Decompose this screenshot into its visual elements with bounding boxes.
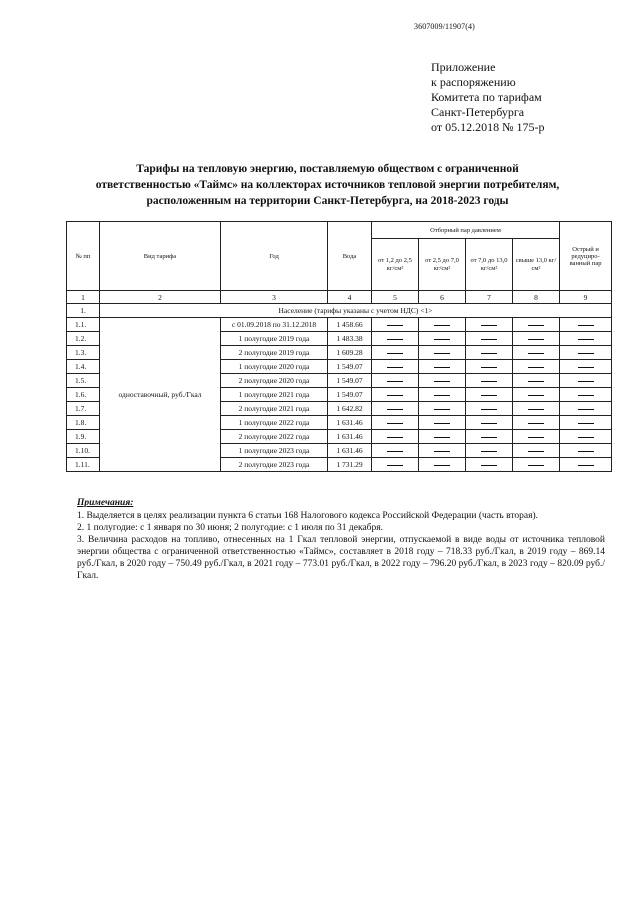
empty-value-cell [466,332,513,346]
row-water-tariff: 1 731.29 [328,458,372,472]
empty-value-cell [419,374,466,388]
dash-mark [434,437,450,438]
dash-mark [481,395,497,396]
dash-mark [528,437,544,438]
row-water-tariff: 1 609.28 [328,346,372,360]
empty-value-cell [419,416,466,430]
column-number: 9 [560,291,612,304]
dash-mark [578,381,594,382]
tariff-type-cell: одноставочный, руб./Гкал [100,318,221,472]
empty-value-cell [513,402,560,416]
dash-mark [578,451,594,452]
header-pressure-1: от 1,2 до 2,5 кг/см² [372,239,419,291]
empty-value-cell [513,388,560,402]
dash-mark [481,409,497,410]
row-num: 1.10. [67,444,100,458]
dash-mark [481,451,497,452]
dash-mark [528,381,544,382]
dash-mark [528,451,544,452]
dash-mark [481,437,497,438]
dash-mark [528,367,544,368]
header-pressure-2: от 2,5 до 7,0 кг/см² [419,239,466,291]
empty-value-cell [372,430,419,444]
document-number: 3607009/11907(4) [414,22,475,31]
empty-value-cell [513,444,560,458]
row-period: 2 полугодие 2021 года [221,402,328,416]
empty-value-cell [560,444,612,458]
dash-mark [434,409,450,410]
empty-value-cell [466,318,513,332]
column-number-row [67,291,612,304]
row-water-tariff: 1 631.46 [328,416,372,430]
dash-mark [434,395,450,396]
empty-value-cell [466,402,513,416]
empty-value-cell [419,402,466,416]
row-period: 2 полугодие 2023 года [221,458,328,472]
notes-block [77,497,605,582]
empty-value-cell [372,318,419,332]
section-label: Население (тарифы указаны с учетом НДС) <1> [100,304,612,318]
row-water-tariff: 1 631.46 [328,444,372,458]
row-num: 1.8. [67,416,100,430]
empty-value-cell [372,444,419,458]
empty-value-cell [560,388,612,402]
header-pressure-4: свыше 13,0 кг/см² [513,239,560,291]
dash-mark [387,409,403,410]
empty-value-cell [419,458,466,472]
dash-mark [578,325,594,326]
empty-value-cell [419,346,466,360]
dash-mark [387,367,403,368]
dash-mark [578,409,594,410]
dash-mark [578,353,594,354]
dash-mark [434,423,450,424]
empty-value-cell [560,346,612,360]
row-num: 1.7. [67,402,100,416]
empty-value-cell [466,388,513,402]
column-number: 2 [100,291,221,304]
row-period: с 01.09.2018 по 31.12.2018 [221,318,328,332]
dash-mark [578,437,594,438]
row-num: 1.3. [67,346,100,360]
row-water-tariff: 1 642.82 [328,402,372,416]
row-water-tariff: 1 549.07 [328,374,372,388]
dash-mark [481,325,497,326]
note-item: 2. 1 полугодие: с 1 января по 30 июня; 2 полугодие: с 1 июля по 31 декабря. [77,523,383,533]
empty-value-cell [372,332,419,346]
tariff-table [66,221,612,472]
empty-value-cell [372,360,419,374]
row-period: 1 полугодие 2023 года [221,444,328,458]
empty-value-cell [560,458,612,472]
row-num: 1.6. [67,388,100,402]
header-water: Вода [328,222,372,291]
row-period: 1 полугодие 2022 года [221,416,328,430]
dash-mark [434,381,450,382]
empty-value-cell [513,458,560,472]
dash-mark [528,339,544,340]
row-num: 1.5. [67,374,100,388]
dash-mark [387,451,403,452]
empty-value-cell [513,318,560,332]
appendix-block [431,60,545,135]
empty-value-cell [560,430,612,444]
dash-mark [481,339,497,340]
column-number: 1 [67,291,100,304]
empty-value-cell [466,374,513,388]
dash-mark [481,367,497,368]
empty-value-cell [372,374,419,388]
page-title [60,161,595,209]
dash-mark [434,353,450,354]
empty-value-cell [560,360,612,374]
dash-mark [434,325,450,326]
appendix-line: к распоряжению [431,75,516,89]
dash-mark [528,409,544,410]
table-row [67,318,612,332]
empty-value-cell [466,346,513,360]
column-number: 4 [328,291,372,304]
dash-mark [578,395,594,396]
row-num: 1.1. [67,318,100,332]
note-item: 3. Величина расходов на топливо, отнесенных на 1 Гкал тепловой энергии, отпускаемой в виде воды от источника тепловой энергии общества с ограниченной ответственностью «Таймс», составляет в 2018 году – 718.33 руб./Гкал, в 2019 году – 869.14 руб./Гкал, в 2020 году – 750.49 руб./Гкал, в 2021 году – 773.01 руб./Гкал, в 2022 году – 796.20 руб./Гкал, в 2023 году – 820.09 руб./Гкал. [77,535,605,581]
empty-value-cell [513,374,560,388]
row-num: 1.2. [67,332,100,346]
dash-mark [434,367,450,368]
empty-value-cell [560,374,612,388]
dash-mark [528,395,544,396]
empty-value-cell [372,402,419,416]
row-water-tariff: 1 631.46 [328,430,372,444]
section-num: 1. [67,304,100,318]
empty-value-cell [466,430,513,444]
empty-value-cell [466,416,513,430]
title-line: ответственностью «Таймс» на коллекторах источников тепловой энергии потребителям, [95,179,560,191]
empty-value-cell [513,360,560,374]
dash-mark [578,465,594,466]
row-num: 1.4. [67,360,100,374]
dash-mark [387,353,403,354]
row-period: 2 полугодие 2022 года [221,430,328,444]
appendix-line: Комитета по тарифам [431,90,542,104]
note-item: 1. Выделяется в целях реализации пункта 6 статьи 168 Налогового кодекса Российской Федерации (часть вторая). [77,511,538,521]
empty-value-cell [560,332,612,346]
appendix-line: Санкт-Петербурга [431,105,525,119]
dash-mark [434,465,450,466]
header-steam: Острый и редуциро-ванный пар [560,222,612,291]
empty-value-cell [513,346,560,360]
header-pressure-group: Отборный пар давлением [372,222,560,239]
empty-value-cell [372,458,419,472]
header-pressure-3: от 7,0 до 13,0 кг/см² [466,239,513,291]
dash-mark [387,339,403,340]
dash-mark [528,353,544,354]
row-period: 1 полугодие 2019 года [221,332,328,346]
column-number: 7 [466,291,513,304]
dash-mark [481,423,497,424]
empty-value-cell [513,416,560,430]
row-water-tariff: 1 549.07 [328,388,372,402]
empty-value-cell [419,318,466,332]
dash-mark [528,423,544,424]
appendix-line: от 05.12.2018 № 175-р [431,120,545,134]
dash-mark [387,381,403,382]
header-year: Год [221,222,328,291]
dash-mark [434,451,450,452]
dash-mark [481,465,497,466]
empty-value-cell [560,416,612,430]
row-num: 1.9. [67,430,100,444]
header-tariff-type: Вид тарифа [100,222,221,291]
title-line: расположенным на территории Санкт-Петербурга, на 2018-2023 годы [146,195,509,207]
section-row [67,304,612,318]
empty-value-cell [372,388,419,402]
header-num: № пп [67,222,100,291]
dash-mark [387,395,403,396]
empty-value-cell [466,360,513,374]
row-period: 1 полугодие 2021 года [221,388,328,402]
dash-mark [387,325,403,326]
row-num: 1.11. [67,458,100,472]
dash-mark [387,465,403,466]
row-water-tariff: 1 458.66 [328,318,372,332]
row-water-tariff: 1 549.07 [328,360,372,374]
empty-value-cell [419,388,466,402]
dash-mark [578,367,594,368]
title-line: Тарифы на тепловую энергию, поставляемую обществом с ограниченной [136,163,519,175]
dash-mark [528,465,544,466]
column-number: 5 [372,291,419,304]
dash-mark [481,353,497,354]
appendix-line: Приложение [431,60,496,74]
empty-value-cell [513,430,560,444]
empty-value-cell [419,360,466,374]
dash-mark [578,339,594,340]
dash-mark [481,381,497,382]
dash-mark [578,423,594,424]
empty-value-cell [560,402,612,416]
empty-value-cell [419,430,466,444]
empty-value-cell [419,332,466,346]
dash-mark [387,423,403,424]
row-water-tariff: 1 483.38 [328,332,372,346]
empty-value-cell [466,458,513,472]
dash-mark [528,325,544,326]
dash-mark [434,339,450,340]
column-number: 8 [513,291,560,304]
empty-value-cell [372,346,419,360]
row-period: 2 полугодие 2020 года [221,374,328,388]
empty-value-cell [419,444,466,458]
empty-value-cell [466,444,513,458]
empty-value-cell [372,416,419,430]
empty-value-cell [513,332,560,346]
dash-mark [387,437,403,438]
empty-value-cell [560,318,612,332]
column-number: 6 [419,291,466,304]
column-number: 3 [221,291,328,304]
row-period: 2 полугодие 2019 года [221,346,328,360]
notes-title: Примечания: [77,498,134,508]
row-period: 1 полугодие 2020 года [221,360,328,374]
